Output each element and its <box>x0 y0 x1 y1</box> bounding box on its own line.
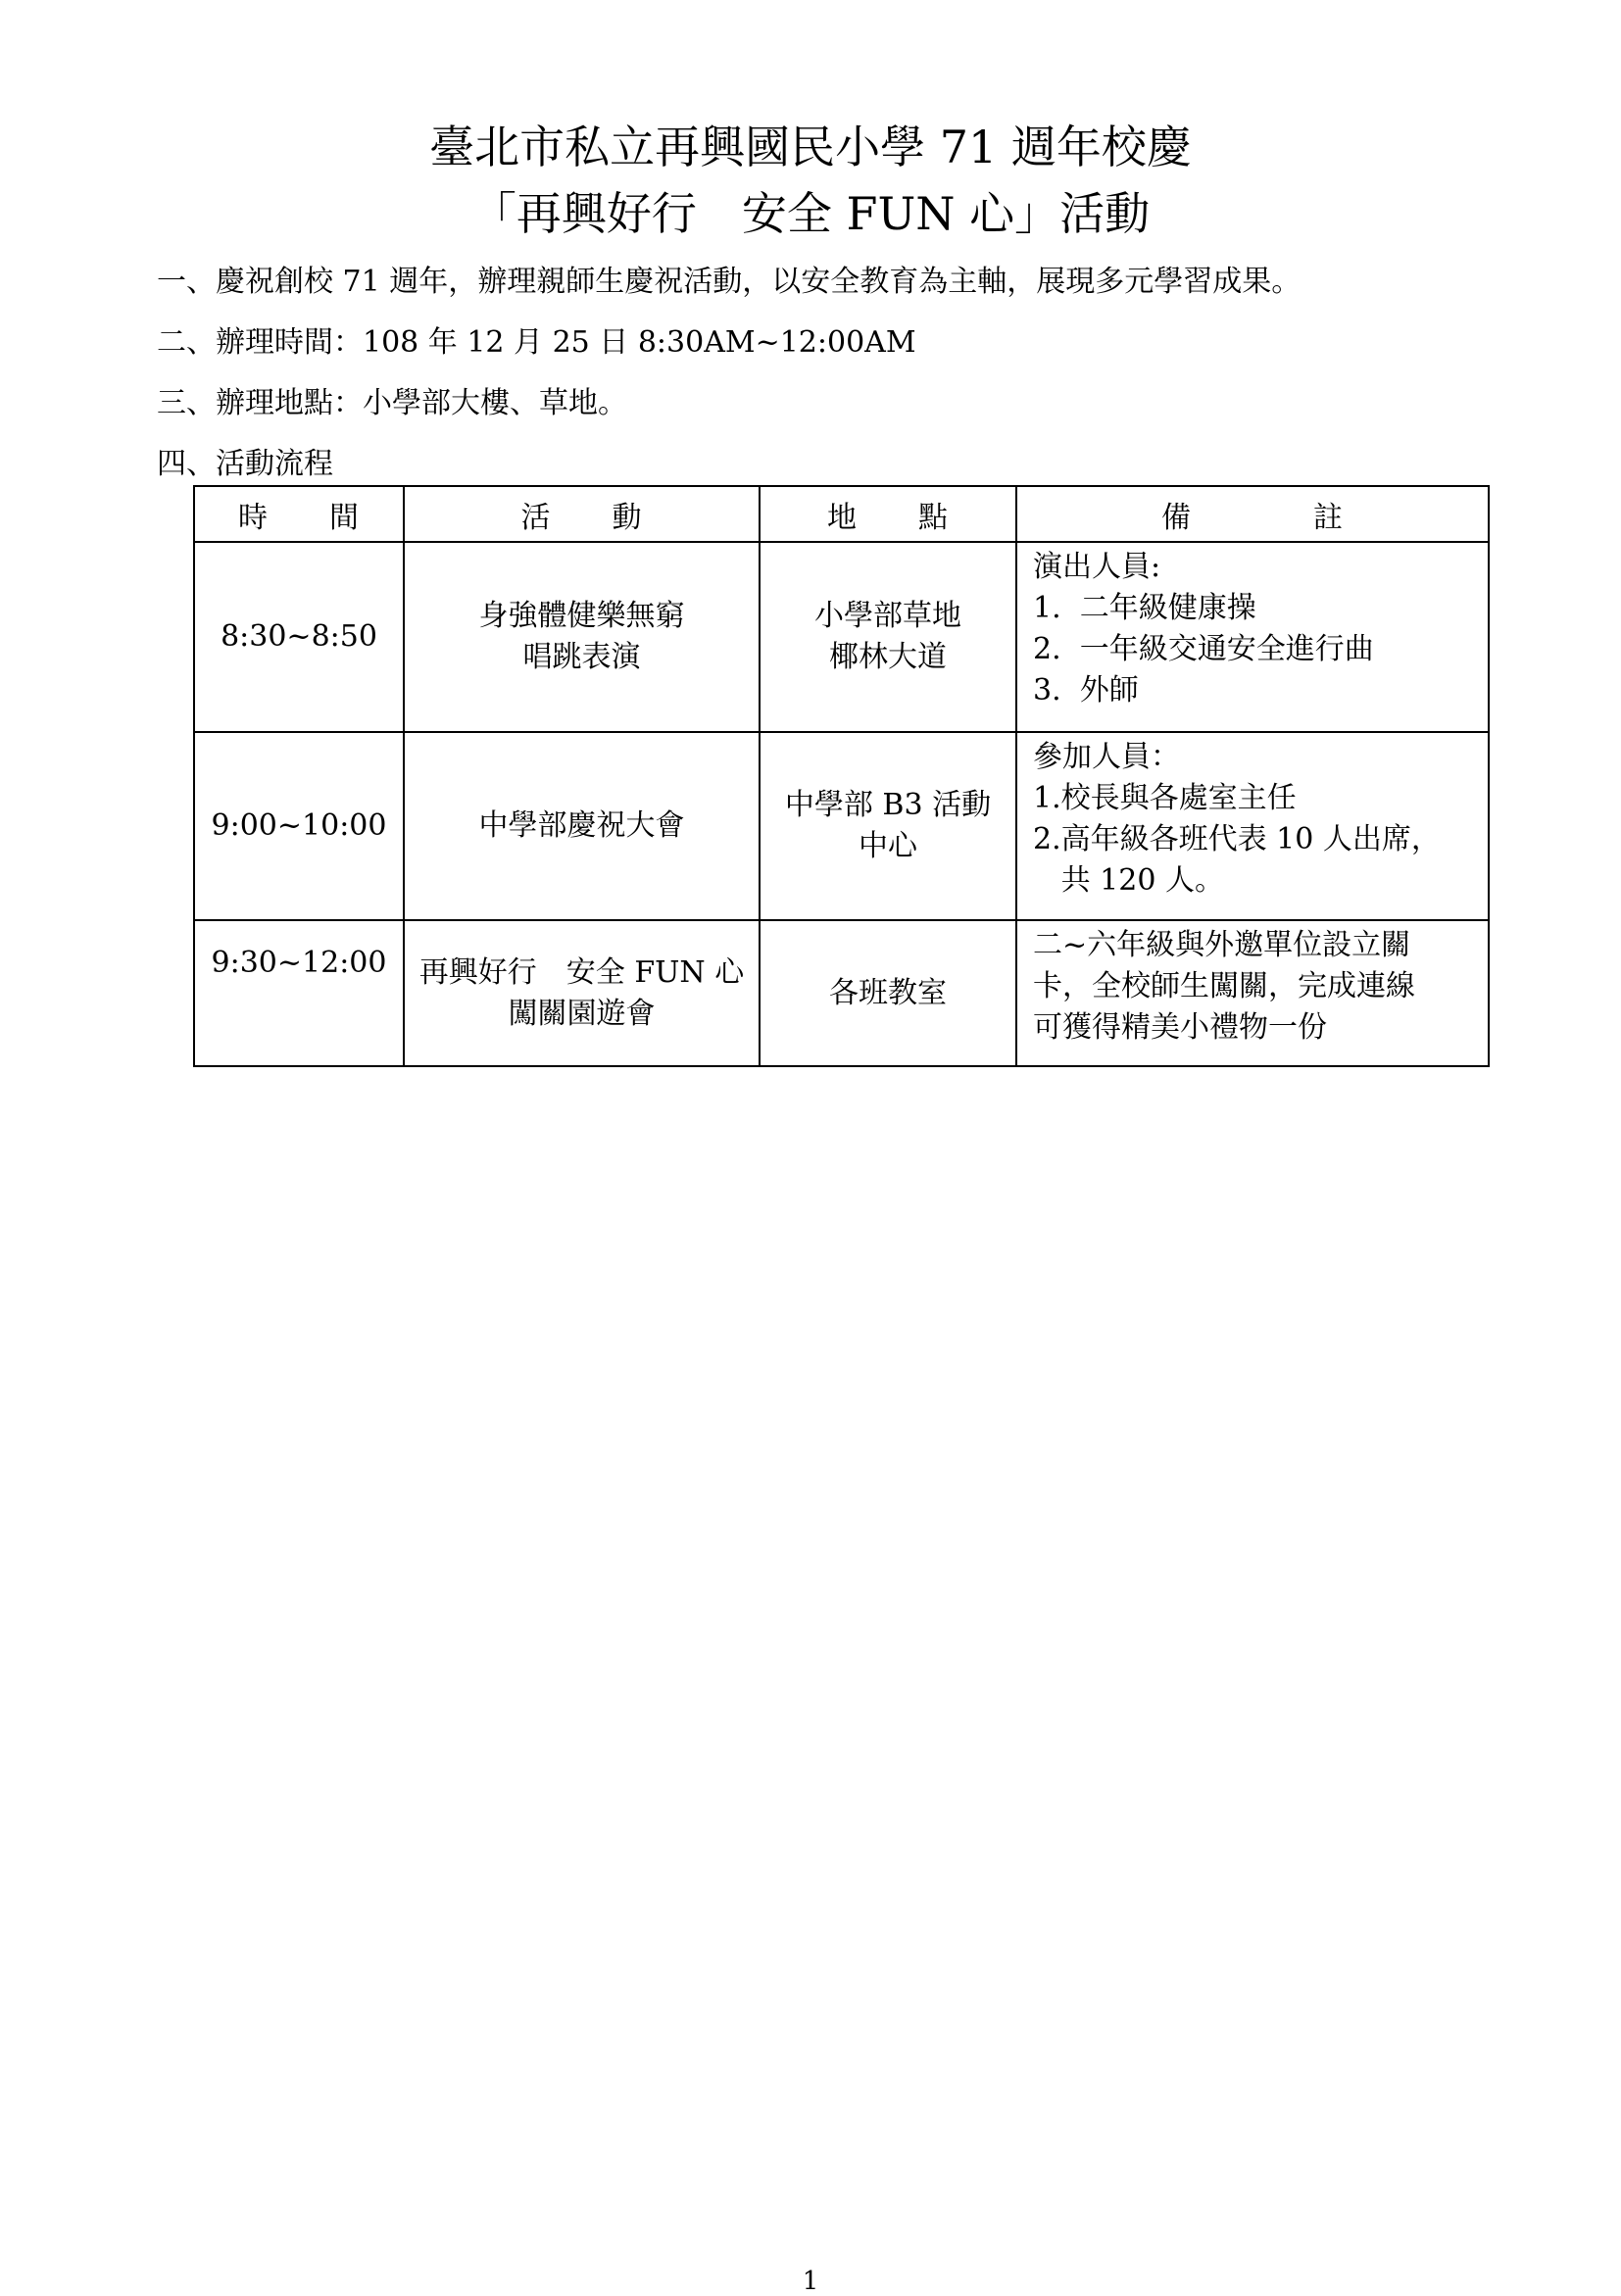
header-time: 時 間 <box>194 486 404 542</box>
cell-time: 9:30~12:00 <box>194 920 404 1066</box>
cell-time: 8:30~8:50 <box>194 542 404 732</box>
cell-time: 9:00~10:00 <box>194 732 404 920</box>
document-subtitle: 「再興好行 安全 FUN 心」活動 <box>470 187 1151 240</box>
cell-activity: 中學部慶祝大會 <box>404 732 760 920</box>
cell-notes: 二~六年級與外邀單位設立關 卡，全校師生闖關，完成連線 可獲得精美小禮物一份 <box>1016 920 1489 1066</box>
cell-notes: 參加人員： 1.校長與各處室主任 2.高年級各班代表 10 人出席， 共 120 人。 <box>1016 732 1489 920</box>
cell-location: 各班教室 <box>760 920 1016 1066</box>
document-title: 臺北市私立再興國民小學 71 週年校慶 <box>429 121 1192 173</box>
section-time: 二、辦理時間：108 年 12 月 25 日 8:30AM~12:00AM <box>157 325 916 360</box>
header-location: 地 點 <box>760 486 1016 542</box>
page-number: 1 <box>802 2267 819 2296</box>
cell-notes: 演出人員: 1. 二年級健康操 2. 一年級交通安全進行曲 3. 外師 <box>1016 542 1489 732</box>
cell-location: 中學部 B3 活動 中心 <box>760 732 1016 920</box>
schedule-table <box>193 485 1490 1067</box>
table-header-row <box>194 486 1489 542</box>
cell-activity: 身強體健樂無窮 唱跳表演 <box>404 542 760 732</box>
table-row <box>194 732 1489 920</box>
table-row <box>194 542 1489 732</box>
section-purpose: 一、慶祝創校 71 週年，辦理親師生慶祝活動，以安全教育為主軸，展現多元學習成果。 <box>157 265 1302 299</box>
cell-location: 小學部草地 椰林大道 <box>760 542 1016 732</box>
section-schedule-heading: 四、活動流程 <box>157 447 333 481</box>
cell-activity: 再興好行 安全 FUN 心 闖關園遊會 <box>404 920 760 1066</box>
section-location: 三、辦理地點：小學部大樓、草地。 <box>157 386 627 420</box>
table-row <box>194 920 1489 1066</box>
header-activity: 活 動 <box>404 486 760 542</box>
header-notes: 備 註 <box>1016 486 1489 542</box>
